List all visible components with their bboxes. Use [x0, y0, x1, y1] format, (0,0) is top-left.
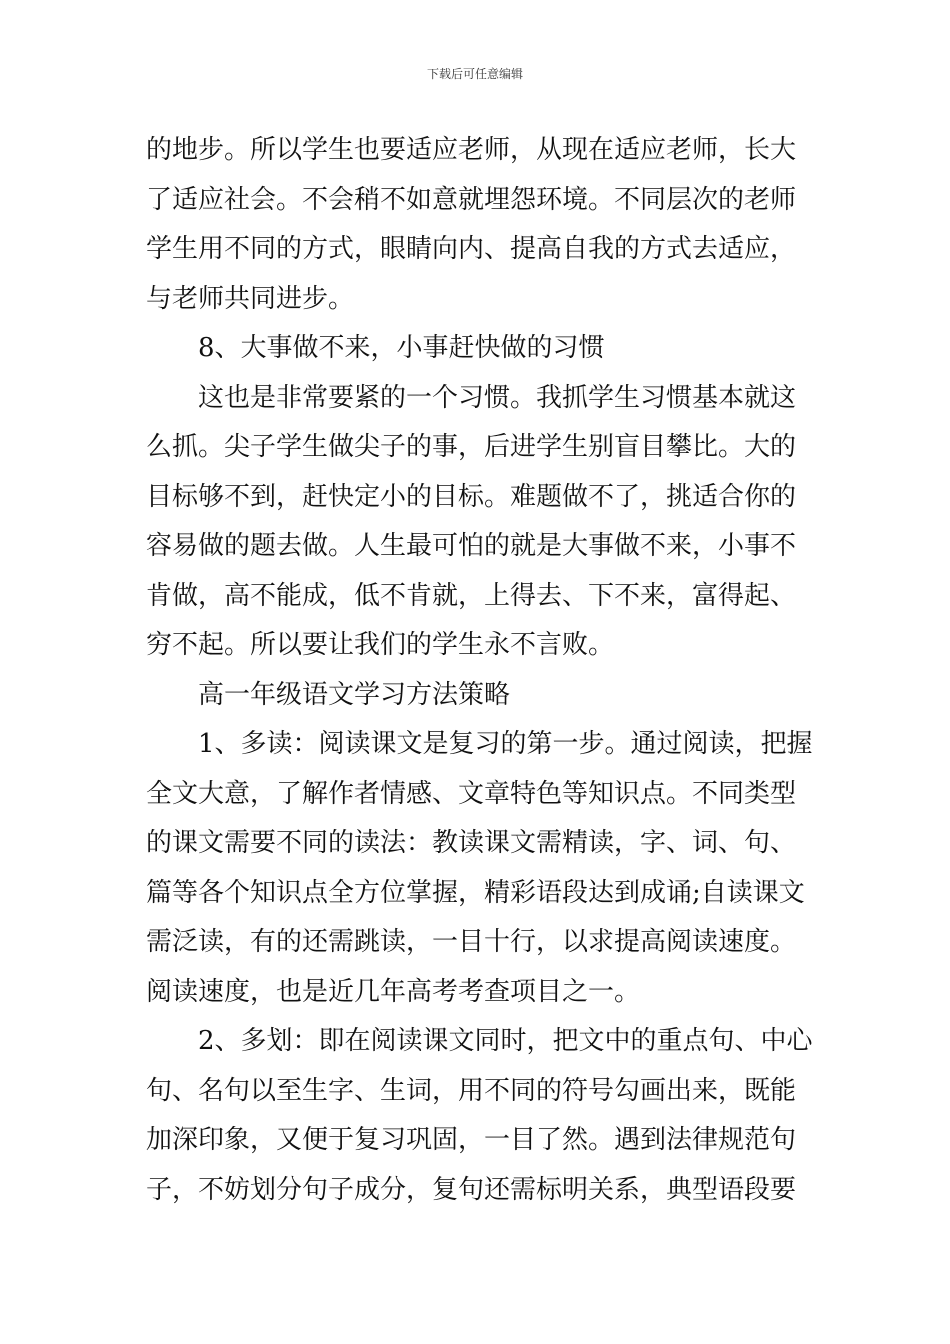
text-line: 全文大意，了解作者情感、文章特色等知识点。不同类型: [146, 778, 797, 809]
text-line: 需泛读，有的还需跳读，一目十行，以求提高阅读速度。: [146, 927, 797, 957]
text-line: 肯做，高不能成，低不肯就，上得去、下不来，富得起、: [146, 580, 797, 611]
text-line: 与老师共同进步。: [146, 283, 355, 314]
text-line: 的课文需要不同的读法：教读课文需精读，字、词、句、: [146, 828, 797, 858]
text-line: 高一年级语文学习方法策略: [198, 679, 511, 710]
body-text: [146, 126, 813, 1215]
text-line: 8、大事做不来，小事赶快做的习惯: [198, 333, 605, 363]
text-line: 子，不妨划分句子成分，复句还需标明关系，典型语段要: [146, 1174, 797, 1205]
text-line: 篇等各个知识点全方位掌握，精彩语段达到成诵;自读课文: [146, 877, 805, 908]
text-line: 的地步。所以学生也要适应老师，从现在适应老师，长大: [146, 135, 797, 165]
text-line: 加深印象，又便于复习巩固，一目了然。遇到法律规范句: [146, 1125, 797, 1155]
text-line: 容易做的题去做。人生最可怕的就是大事做不来，小事不: [146, 531, 797, 561]
text-line: 这也是非常要紧的一个习惯。我抓学生习惯基本就这: [198, 382, 797, 413]
page-header: 下载后可任意编辑: [426, 67, 523, 81]
text-line: 阅读速度，也是近几年高考考查项目之一。: [146, 976, 641, 1007]
text-line: 穷不起。所以要让我们的学生永不言败。: [146, 630, 615, 660]
text-line: 学生用不同的方式，眼睛向内、提高自我的方式去适应，: [146, 234, 797, 264]
text-line: 目标够不到，赶快定小的目标。难题做不了，挑适合你的: [146, 481, 797, 512]
text-line: 了适应社会。不会稍不如意就埋怨环境。不同层次的老师: [146, 184, 797, 215]
text-line: 1、多读：阅读课文是复习的第一步。通过阅读，把握: [198, 729, 813, 759]
text-line: 句、名句以至生字、生词，用不同的符号勾画出来，既能: [146, 1075, 797, 1106]
text-line: 2、多划：即在阅读课文同时，把文中的重点句、中心: [198, 1026, 813, 1056]
text-line: 么抓。尖子学生做尖子的事，后进学生别盲目攀比。大的: [146, 432, 797, 462]
